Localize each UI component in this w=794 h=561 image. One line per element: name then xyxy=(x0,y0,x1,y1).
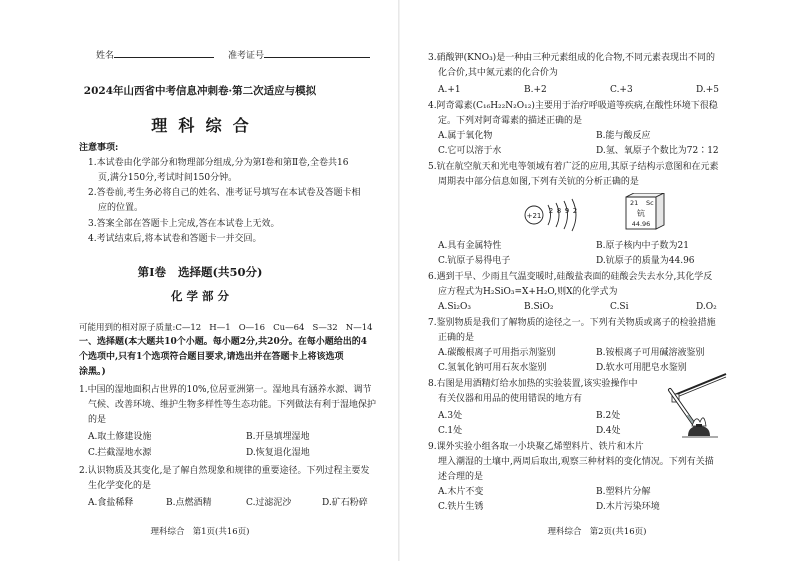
scandium-figure xyxy=(522,193,692,237)
periodic-table-cell xyxy=(626,193,664,229)
instruction-line: 涂黑。) xyxy=(79,367,106,377)
question-9-line: 9.课外实验小组各取一小块聚乙烯塑料片、铁片和木片 xyxy=(428,442,644,452)
notes-line: 页,满分150分,考试时间150分钟。 xyxy=(98,173,238,183)
q5-option-d[interactable]: D.钪原子的质量为44.96 xyxy=(596,256,695,266)
q8-option-a[interactable]: A.3处 xyxy=(438,411,463,421)
part-heading: 化 学 部 分 xyxy=(170,289,229,303)
test-tube-holder-edge xyxy=(672,377,726,399)
q6-option-d[interactable]: D.O₂ xyxy=(696,302,717,312)
test-tube-holder xyxy=(672,374,726,396)
question-7-line: 7.鉴别物质是我们了解物质的途径之一。下列有关物质或离子的检验措施 xyxy=(428,318,716,328)
q4-option-b[interactable]: B.能与酸反应 xyxy=(596,131,651,141)
page-right xyxy=(400,0,794,561)
question-4-line: 定。下列对阿奇霉素的描述正确的是 xyxy=(438,116,583,126)
question-5-line: 周期表中部分信息如图,下列有关钪的分析正确的是 xyxy=(438,177,639,187)
instruction-line: 个选项中,只有1个选项符合题目要求,请选出并在答题卡上将该选项 xyxy=(79,352,344,362)
instruction-line: 一、选择题(本大题共10个小题。每小题2分,共20分。在每小题给出的4 xyxy=(79,337,367,347)
q3-option-d[interactable]: D.+5 xyxy=(696,85,720,95)
q5-option-c[interactable]: C.钪原子易得电子 xyxy=(438,256,511,266)
q3-option-a[interactable]: A.+1 xyxy=(438,85,461,95)
shell-arc xyxy=(564,201,568,229)
q8-option-b[interactable]: B.2处 xyxy=(596,411,621,421)
q9-option-a[interactable]: A.木片不变 xyxy=(438,487,484,497)
q7-option-a[interactable]: A.碳酸根离子可用指示剂鉴别 xyxy=(438,348,556,358)
shell-electrons: 8 xyxy=(556,207,562,215)
question-1-line: 气候、改善环境、维护生物多样性等生态功能。下列做法有利于湿地保护 xyxy=(88,400,377,410)
notes-line: 应的位置。 xyxy=(98,203,144,213)
ticket-blank[interactable] xyxy=(264,48,370,58)
q5-option-a[interactable]: A.具有金属特性 xyxy=(438,241,502,251)
question-9-line: 埋入潮湿的土壤中,两周后取出,观察三种材料的变化情况。下列有关描 xyxy=(438,457,714,467)
atom-structure-diagram xyxy=(525,199,577,231)
shell-electrons: 2 xyxy=(548,207,554,215)
q1-option-b[interactable]: B.开垦填埋湿地 xyxy=(246,432,310,442)
q2-option-a[interactable]: A.食盐稀释 xyxy=(88,498,134,508)
q2-option-b[interactable]: B.点燃酒精 xyxy=(166,498,212,508)
lamp-wick xyxy=(696,424,702,427)
q6-option-b[interactable]: B.SiO₂ xyxy=(524,302,554,312)
q4-option-c[interactable]: C.它可以溶于水 xyxy=(438,146,502,156)
question-6-line: 应方程式为H₂SiO₃=X+H₂O,则X的化学式为 xyxy=(438,287,618,297)
name-label: 姓名 xyxy=(96,51,115,61)
shell-electrons: 9 xyxy=(564,207,570,215)
q4-option-d[interactable]: D.氢、氧原子个数比为72∶12 xyxy=(596,146,719,156)
question-7-line: 正确的是 xyxy=(438,333,475,343)
exam-title: 2024年山西省中考信息冲刺卷·第二次适应与模拟 xyxy=(83,85,317,97)
name-blank[interactable] xyxy=(114,48,214,58)
element-symbol: Sc xyxy=(646,199,654,207)
atomic-masses: 可能用到的相对原子质量:C—12 H—1 O—16 Cu—64 S—32 N—14 xyxy=(79,323,373,333)
element-name: 钪 xyxy=(637,209,645,218)
q9-option-c[interactable]: C.铁片生锈 xyxy=(438,502,484,512)
notes-line: 3.答案全部在答题卡上完成,答在本试卷上无效。 xyxy=(88,219,280,229)
question-2-line: 生化学变化的是 xyxy=(88,481,152,491)
q2-option-d[interactable]: D.矿石粉碎 xyxy=(322,498,368,508)
question-6-line: 6.遇到干旱、少雨且气温变暖时,硅酸盐表面的硅酸会失去水分,其化学反 xyxy=(428,272,713,282)
q6-option-c[interactable]: C.Si xyxy=(610,302,629,312)
volume-heading: 第Ⅰ卷 选择题(共50分) xyxy=(137,265,263,279)
notes-line: 4.考试结束后,将本试卷和答题卡一并交回。 xyxy=(88,234,262,244)
q7-option-d[interactable]: D.软水可用肥皂水鉴别 xyxy=(596,363,687,373)
page-footer-left: 理科综合 第1页(共16页) xyxy=(150,527,250,537)
q7-option-b[interactable]: B.铵根离子可用碱溶液鉴别 xyxy=(596,348,705,358)
q1-option-d[interactable]: D.恢复退化湿地 xyxy=(246,448,310,458)
ticket-field[interactable] xyxy=(228,48,370,63)
q8-option-c[interactable]: C.1处 xyxy=(438,426,463,436)
question-8-line: 8.右图是用酒精灯给水加热的实验装置,该实验操作中 xyxy=(428,379,638,389)
nucleus-charge: +21 xyxy=(526,212,542,220)
q4-option-a[interactable]: A.属于氧化物 xyxy=(438,131,493,141)
notes-line: 1.本试卷由化学部分和物理部分组成,分为第Ⅰ卷和第Ⅱ卷,全卷共16 xyxy=(88,158,349,168)
q9-option-d[interactable]: D.木片污染环境 xyxy=(596,502,660,512)
ticket-label: 准考证号 xyxy=(228,51,265,61)
notes-line: 2.答卷前,考生务必将自己的姓名、准考证号填写在本试卷及答题卡相 xyxy=(88,188,361,198)
q5-option-b[interactable]: B.原子核内中子数为21 xyxy=(596,241,689,251)
q7-option-c[interactable]: C.氢氧化钠可用石灰水鉴别 xyxy=(438,363,547,373)
element-atomic-number: 21 xyxy=(630,199,639,207)
q2-option-c[interactable]: C.过滤泥沙 xyxy=(246,498,292,508)
page-footer-right: 理科综合 第2页(共16页) xyxy=(547,527,647,537)
q9-option-b[interactable]: B.塑料片分解 xyxy=(596,487,651,497)
question-8-line: 有关仪器和用品的使用错误的地方有 xyxy=(438,394,583,404)
notes-heading: 注意事项: xyxy=(79,143,119,153)
subject-title: 理 科 综 合 xyxy=(151,116,249,135)
question-3-line: 化合价,其中氮元素的化合价为 xyxy=(438,68,558,78)
question-5-line: 5.钪在航空航天和光电等领域有着广泛的应用,其原子结构示意图和在元素 xyxy=(428,162,719,172)
shell-electrons: 2 xyxy=(572,207,578,215)
question-4-line: 4.阿奇霉素(C₁₆H₂₂N₂O₁₂)主要用于治疗呼吸道等疾病,在酸性环境下很稳 xyxy=(428,101,718,111)
element-mass: 44.96 xyxy=(631,220,651,228)
q1-option-a[interactable]: A.取土修建设施 xyxy=(88,432,152,442)
heating-apparatus-figure xyxy=(662,368,742,438)
element-cell-side xyxy=(656,193,664,229)
question-1-line: 的是 xyxy=(88,415,107,425)
question-1-line: 1.中国的湿地面积占世界的10%,位居亚洲第一。湿地具有涵养水源、调节 xyxy=(79,385,372,395)
q8-option-d[interactable]: D.4处 xyxy=(596,426,621,436)
q1-option-c[interactable]: C.拦截湿地水源 xyxy=(88,448,152,458)
name-field[interactable] xyxy=(96,48,214,63)
q3-option-b[interactable]: B.+2 xyxy=(524,85,547,95)
shell-arc xyxy=(572,199,576,231)
alcohol-lamp xyxy=(688,426,710,436)
q6-option-a[interactable]: A.Si₂O₃ xyxy=(438,302,471,312)
question-9-line: 述合理的是 xyxy=(438,472,484,482)
question-2-line: 2.认识物质及其变化,是了解自然现象和规律的重要途径。下列过程主要发 xyxy=(79,466,370,476)
question-3-line: 3.硝酸钾(KNO₃)是一种由三种元素组成的化合物,不同元素表现出不同的 xyxy=(428,53,716,63)
q3-option-c[interactable]: C.+3 xyxy=(610,85,633,95)
